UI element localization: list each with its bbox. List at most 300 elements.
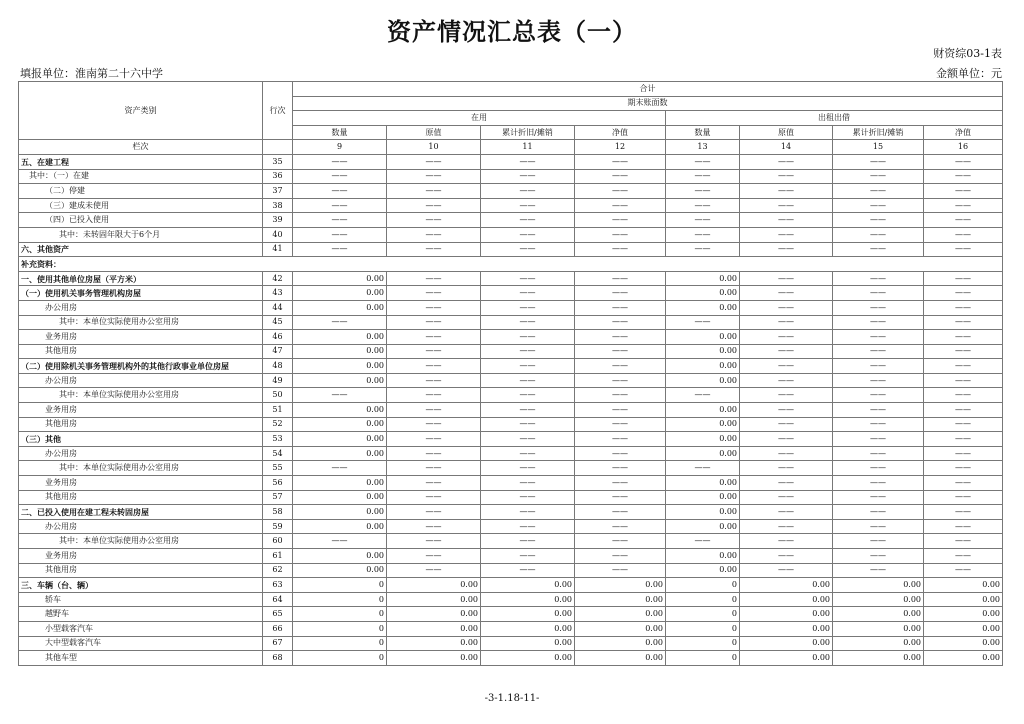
row-value-cell: ——	[481, 242, 575, 257]
amount-unit: 金额单位：元	[936, 67, 1002, 80]
row-line-number: 68	[263, 651, 293, 666]
column-number: 11	[481, 140, 575, 155]
row-value-cell: ——	[387, 184, 481, 199]
row-line-number: 64	[263, 592, 293, 607]
row-value-cell: ——	[666, 227, 740, 242]
row-value-cell: ——	[387, 388, 481, 403]
row-category-label: 其他用房	[19, 344, 263, 359]
row-value-cell: ——	[481, 373, 575, 388]
row-value-cell: 0.00	[833, 621, 924, 636]
row-value-cell: ——	[293, 198, 387, 213]
row-value-cell: ——	[666, 154, 740, 169]
column-number: 16	[924, 140, 1003, 155]
row-value-cell: ——	[740, 446, 833, 461]
row-line-number: 67	[263, 636, 293, 651]
header-asset-category: 资产类别	[19, 82, 263, 140]
row-value-cell: ——	[924, 563, 1003, 578]
table-row	[19, 388, 1003, 403]
row-line-number: 41	[263, 242, 293, 257]
row-value-cell: 0.00	[293, 344, 387, 359]
row-value-cell: ——	[387, 417, 481, 432]
row-value-cell: ——	[481, 330, 575, 345]
row-value-cell: ——	[740, 505, 833, 520]
row-value-cell: ——	[666, 169, 740, 184]
row-value-cell: ——	[924, 490, 1003, 505]
row-value-cell: ——	[833, 198, 924, 213]
row-value-cell: ——	[833, 446, 924, 461]
table-row	[19, 184, 1003, 199]
row-value-cell: ——	[575, 563, 666, 578]
table-row	[19, 154, 1003, 169]
row-category-label: 办公用房	[19, 519, 263, 534]
row-value-cell: ——	[481, 549, 575, 564]
row-value-cell: ——	[924, 315, 1003, 330]
row-value-cell: ——	[924, 476, 1003, 491]
column-number: 9	[293, 140, 387, 155]
row-value-cell: ——	[481, 432, 575, 447]
row-value-cell: ——	[575, 154, 666, 169]
table-row	[19, 286, 1003, 301]
row-line-number: 43	[263, 286, 293, 301]
table-row	[19, 446, 1003, 461]
row-line-number: 45	[263, 315, 293, 330]
row-value-cell: 0.00	[293, 432, 387, 447]
row-category-label: （二）使用除机关事务管理机构外的其他行政事业单位房屋	[19, 359, 263, 374]
row-value-cell: 0	[666, 621, 740, 636]
row-line-number: 35	[263, 154, 293, 169]
row-value-cell: ——	[575, 359, 666, 374]
row-value-cell: 0.00	[740, 578, 833, 593]
row-value-cell: 0.00	[387, 578, 481, 593]
row-value-cell: 0.00	[575, 651, 666, 666]
row-value-cell: 0	[666, 651, 740, 666]
row-value-cell: ——	[740, 373, 833, 388]
row-value-cell: ——	[387, 271, 481, 286]
row-value-cell: ——	[481, 446, 575, 461]
row-line-number: 46	[263, 330, 293, 345]
row-value-cell: 0.00	[575, 578, 666, 593]
row-value-cell: 0.00	[387, 621, 481, 636]
row-value-cell: ——	[293, 461, 387, 476]
row-value-cell: ——	[924, 373, 1003, 388]
row-value-cell: 0.00	[740, 651, 833, 666]
row-value-cell: ——	[740, 169, 833, 184]
row-value-cell: ——	[924, 213, 1003, 228]
row-value-cell: ——	[666, 184, 740, 199]
row-value-cell: ——	[924, 432, 1003, 447]
row-value-cell: 0.00	[666, 432, 740, 447]
row-value-cell: ——	[740, 549, 833, 564]
row-value-cell: ——	[293, 169, 387, 184]
row-value-cell: ——	[924, 300, 1003, 315]
row-value-cell: ——	[833, 461, 924, 476]
row-line-number: 57	[263, 490, 293, 505]
header-line-no: 行次	[263, 82, 293, 140]
row-value-cell: ——	[833, 373, 924, 388]
row-line-number: 50	[263, 388, 293, 403]
row-value-cell: ——	[481, 198, 575, 213]
table-header	[19, 82, 1003, 155]
row-value-cell: ——	[293, 388, 387, 403]
row-category-label: （三）其他	[19, 432, 263, 447]
row-value-cell: ——	[833, 169, 924, 184]
row-value-cell: ——	[740, 476, 833, 491]
table-row	[19, 213, 1003, 228]
row-value-cell: ——	[833, 330, 924, 345]
row-value-cell: ——	[740, 403, 833, 418]
row-value-cell: 0.00	[666, 271, 740, 286]
row-category-label: （三）建成未使用	[19, 198, 263, 213]
asset-summary-table	[18, 81, 1003, 666]
row-category-label: 二、已投入使用在建工程未转固房屋	[19, 505, 263, 520]
row-value-cell: ——	[387, 519, 481, 534]
row-value-cell: ——	[740, 519, 833, 534]
row-value-cell: ——	[833, 213, 924, 228]
row-value-cell: ——	[740, 330, 833, 345]
header-period-end: 期末账面数	[293, 96, 1003, 111]
row-value-cell: ——	[575, 344, 666, 359]
row-category-label: 其他用房	[19, 563, 263, 578]
row-line-number: 48	[263, 359, 293, 374]
row-value-cell: ——	[575, 198, 666, 213]
column-number-row	[19, 140, 1003, 155]
row-value-cell: 0.00	[666, 330, 740, 345]
row-value-cell: ——	[575, 315, 666, 330]
row-value-cell: ——	[833, 490, 924, 505]
row-value-cell: 0.00	[293, 403, 387, 418]
row-value-cell: 0.00	[293, 563, 387, 578]
row-line-number: 53	[263, 432, 293, 447]
row-category-label: 小型载客汽车	[19, 621, 263, 636]
table-row	[19, 417, 1003, 432]
row-value-cell: 0.00	[833, 607, 924, 622]
column-number: 12	[575, 140, 666, 155]
row-value-cell: 0.00	[293, 549, 387, 564]
row-category-label: 五、在建工程	[19, 154, 263, 169]
row-value-cell: ——	[740, 213, 833, 228]
row-value-cell: ——	[833, 417, 924, 432]
header-col-label: 累计折旧/摊销	[481, 125, 575, 140]
row-value-cell: ——	[387, 198, 481, 213]
row-value-cell: 0.00	[575, 636, 666, 651]
row-value-cell: ——	[740, 432, 833, 447]
row-category-label: 业务用房	[19, 549, 263, 564]
row-value-cell: 0.00	[575, 592, 666, 607]
row-value-cell: 0.00	[666, 286, 740, 301]
table-row	[19, 549, 1003, 564]
row-value-cell: ——	[924, 169, 1003, 184]
row-value-cell: ——	[833, 505, 924, 520]
row-value-cell: ——	[833, 271, 924, 286]
row-value-cell: 0.00	[924, 578, 1003, 593]
table-row	[19, 330, 1003, 345]
column-number-empty	[263, 140, 293, 155]
row-line-number: 47	[263, 344, 293, 359]
row-value-cell: 0	[293, 607, 387, 622]
row-value-cell: ——	[481, 563, 575, 578]
row-value-cell: ——	[833, 154, 924, 169]
row-value-cell: ——	[575, 330, 666, 345]
table-row	[19, 636, 1003, 651]
row-category-label: 其中：未转固年限大于6个月	[19, 227, 263, 242]
row-value-cell: ——	[575, 505, 666, 520]
row-value-cell: 0.00	[481, 578, 575, 593]
header-col-label: 净值	[924, 125, 1003, 140]
row-value-cell: ——	[833, 432, 924, 447]
row-value-cell: ——	[575, 388, 666, 403]
row-value-cell: ——	[740, 286, 833, 301]
row-category-label: 办公用房	[19, 300, 263, 315]
row-value-cell: ——	[924, 359, 1003, 374]
row-value-cell: 0	[666, 592, 740, 607]
row-value-cell: ——	[740, 315, 833, 330]
table-body	[19, 154, 1003, 665]
row-value-cell: 0	[293, 621, 387, 636]
column-number: 10	[387, 140, 481, 155]
form-code: 财资综03-1表	[933, 47, 1002, 60]
row-value-cell: ——	[293, 227, 387, 242]
row-value-cell: ——	[833, 227, 924, 242]
table-row	[19, 315, 1003, 330]
row-value-cell: ——	[575, 300, 666, 315]
row-value-cell: ——	[387, 534, 481, 549]
table-row	[19, 257, 1003, 272]
row-value-cell: 0.00	[740, 607, 833, 622]
row-value-cell: ——	[387, 213, 481, 228]
row-value-cell: ——	[740, 388, 833, 403]
row-value-cell: ——	[833, 344, 924, 359]
row-value-cell: ——	[575, 519, 666, 534]
row-value-cell: 0.00	[293, 505, 387, 520]
row-value-cell: ——	[575, 373, 666, 388]
row-value-cell: 0	[666, 636, 740, 651]
row-value-cell: ——	[293, 213, 387, 228]
row-value-cell: ——	[833, 388, 924, 403]
row-category-label: 办公用房	[19, 373, 263, 388]
row-value-cell: ——	[387, 154, 481, 169]
row-value-cell: 0.00	[666, 417, 740, 432]
table-row	[19, 432, 1003, 447]
row-line-number: 62	[263, 563, 293, 578]
table-row	[19, 198, 1003, 213]
row-value-cell: ——	[387, 315, 481, 330]
row-value-cell: ——	[924, 403, 1003, 418]
row-value-cell: ——	[740, 359, 833, 374]
table-row	[19, 300, 1003, 315]
row-value-cell: ——	[924, 461, 1003, 476]
row-category-label: 三、车辆（台、辆）	[19, 578, 263, 593]
table-row	[19, 227, 1003, 242]
header-total: 合计	[293, 82, 1003, 97]
row-line-number: 40	[263, 227, 293, 242]
row-value-cell: ——	[740, 154, 833, 169]
row-value-cell: ——	[924, 330, 1003, 345]
row-value-cell: ——	[833, 315, 924, 330]
row-value-cell: 0	[293, 592, 387, 607]
row-value-cell: ——	[387, 505, 481, 520]
header-row-1	[19, 82, 1003, 97]
row-value-cell: ——	[740, 417, 833, 432]
row-value-cell: 0.00	[293, 417, 387, 432]
row-value-cell: 0.00	[666, 505, 740, 520]
table-row	[19, 476, 1003, 491]
row-value-cell: ——	[740, 184, 833, 199]
row-value-cell: ——	[387, 286, 481, 301]
table-row	[19, 242, 1003, 257]
page-number: -3-1.18-11-	[484, 693, 540, 704]
row-value-cell: ——	[924, 519, 1003, 534]
row-value-cell: ——	[387, 330, 481, 345]
row-value-cell: 0.00	[666, 563, 740, 578]
row-value-cell: ——	[740, 242, 833, 257]
row-value-cell: ——	[387, 373, 481, 388]
row-value-cell: ——	[924, 534, 1003, 549]
row-value-cell: 0.00	[924, 621, 1003, 636]
row-value-cell: 0.00	[924, 636, 1003, 651]
header-col-label: 净值	[575, 125, 666, 140]
row-category-label: 其中：本单位实际使用办公室用房	[19, 388, 263, 403]
row-value-cell: ——	[387, 490, 481, 505]
column-number: 13	[666, 140, 740, 155]
row-line-number: 65	[263, 607, 293, 622]
reporting-unit: 填报单位：淮南第二十六中学	[20, 67, 163, 80]
table-row	[19, 519, 1003, 534]
row-value-cell: ——	[293, 315, 387, 330]
row-value-cell: 0.00	[666, 519, 740, 534]
row-value-cell: 0.00	[666, 359, 740, 374]
row-line-number: 38	[263, 198, 293, 213]
row-value-cell: 0.00	[740, 636, 833, 651]
row-value-cell: ——	[924, 286, 1003, 301]
row-value-cell: 0	[293, 651, 387, 666]
row-value-cell: ——	[387, 461, 481, 476]
row-line-number: 63	[263, 578, 293, 593]
row-value-cell: 0	[666, 607, 740, 622]
row-value-cell: ——	[924, 549, 1003, 564]
header-in-use: 在用	[293, 111, 666, 126]
row-category-label: （二）停建	[19, 184, 263, 199]
row-line-number: 51	[263, 403, 293, 418]
row-value-cell: ——	[833, 476, 924, 491]
row-value-cell: ——	[387, 359, 481, 374]
row-value-cell: ——	[481, 388, 575, 403]
row-category-label: 越野车	[19, 607, 263, 622]
row-value-cell: 0.00	[293, 373, 387, 388]
row-value-cell: ——	[387, 344, 481, 359]
row-value-cell: 0.00	[387, 607, 481, 622]
row-value-cell: ——	[833, 534, 924, 549]
row-value-cell: 0.00	[293, 300, 387, 315]
row-category-label: 轿车	[19, 592, 263, 607]
row-value-cell: ——	[387, 242, 481, 257]
header-leased: 出租出借	[666, 111, 1003, 126]
header-col-label: 原值	[387, 125, 481, 140]
row-value-cell: 0.00	[740, 592, 833, 607]
row-value-cell: ——	[481, 344, 575, 359]
row-value-cell: ——	[481, 519, 575, 534]
row-category-label: （四）已投入使用	[19, 213, 263, 228]
row-value-cell: 0.00	[481, 592, 575, 607]
row-value-cell: ——	[740, 300, 833, 315]
row-value-cell: ——	[924, 198, 1003, 213]
table-row	[19, 271, 1003, 286]
row-value-cell: ——	[666, 242, 740, 257]
row-value-cell: 0	[293, 636, 387, 651]
row-value-cell: ——	[740, 271, 833, 286]
row-value-cell: ——	[924, 154, 1003, 169]
table-row	[19, 461, 1003, 476]
row-line-number: 54	[263, 446, 293, 461]
row-category-label: 一、使用其他单位房屋（平方米）	[19, 271, 263, 286]
row-category-label: 其中：本单位实际使用办公室用房	[19, 315, 263, 330]
table-row	[19, 607, 1003, 622]
row-value-cell: ——	[575, 169, 666, 184]
row-value-cell: ——	[575, 432, 666, 447]
row-category-label: 业务用房	[19, 476, 263, 491]
table-row	[19, 651, 1003, 666]
row-value-cell: ——	[575, 446, 666, 461]
table-row	[19, 344, 1003, 359]
row-value-cell: ——	[481, 169, 575, 184]
row-value-cell: ——	[924, 184, 1003, 199]
row-value-cell: ——	[481, 505, 575, 520]
row-value-cell: ——	[833, 403, 924, 418]
row-value-cell: 0.00	[575, 621, 666, 636]
row-line-number: 44	[263, 300, 293, 315]
row-value-cell: ——	[293, 184, 387, 199]
row-value-cell: ——	[387, 227, 481, 242]
row-value-cell: 0.00	[666, 446, 740, 461]
column-number: 15	[833, 140, 924, 155]
row-value-cell: 0.00	[293, 490, 387, 505]
row-value-cell: 0.00	[666, 344, 740, 359]
row-value-cell: 0.00	[924, 592, 1003, 607]
row-value-cell: ——	[575, 476, 666, 491]
row-value-cell: ——	[575, 242, 666, 257]
table-row	[19, 373, 1003, 388]
row-value-cell: 0.00	[924, 651, 1003, 666]
row-value-cell: ——	[666, 534, 740, 549]
row-value-cell: 0.00	[293, 286, 387, 301]
row-value-cell: ——	[575, 490, 666, 505]
row-value-cell: 0.00	[666, 403, 740, 418]
row-value-cell: ——	[481, 359, 575, 374]
row-value-cell: ——	[924, 271, 1003, 286]
row-value-cell: 0.00	[481, 636, 575, 651]
row-value-cell: ——	[740, 563, 833, 578]
row-value-cell: ——	[387, 446, 481, 461]
row-value-cell: ——	[481, 403, 575, 418]
row-value-cell: ——	[481, 286, 575, 301]
row-category-label: 其中：（一）在建	[19, 169, 263, 184]
row-value-cell: 0.00	[293, 446, 387, 461]
row-line-number: 49	[263, 373, 293, 388]
row-value-cell: ——	[481, 300, 575, 315]
row-category-label: 办公用房	[19, 446, 263, 461]
row-value-cell: ——	[575, 549, 666, 564]
table-row	[19, 621, 1003, 636]
row-line-number: 66	[263, 621, 293, 636]
row-value-cell: ——	[740, 490, 833, 505]
row-value-cell: ——	[575, 184, 666, 199]
table-row	[19, 563, 1003, 578]
column-number-label: 栏次	[19, 140, 263, 155]
row-value-cell: ——	[575, 271, 666, 286]
table-row	[19, 359, 1003, 374]
row-value-cell: ——	[924, 344, 1003, 359]
row-value-cell: ——	[575, 403, 666, 418]
row-value-cell: ——	[387, 549, 481, 564]
